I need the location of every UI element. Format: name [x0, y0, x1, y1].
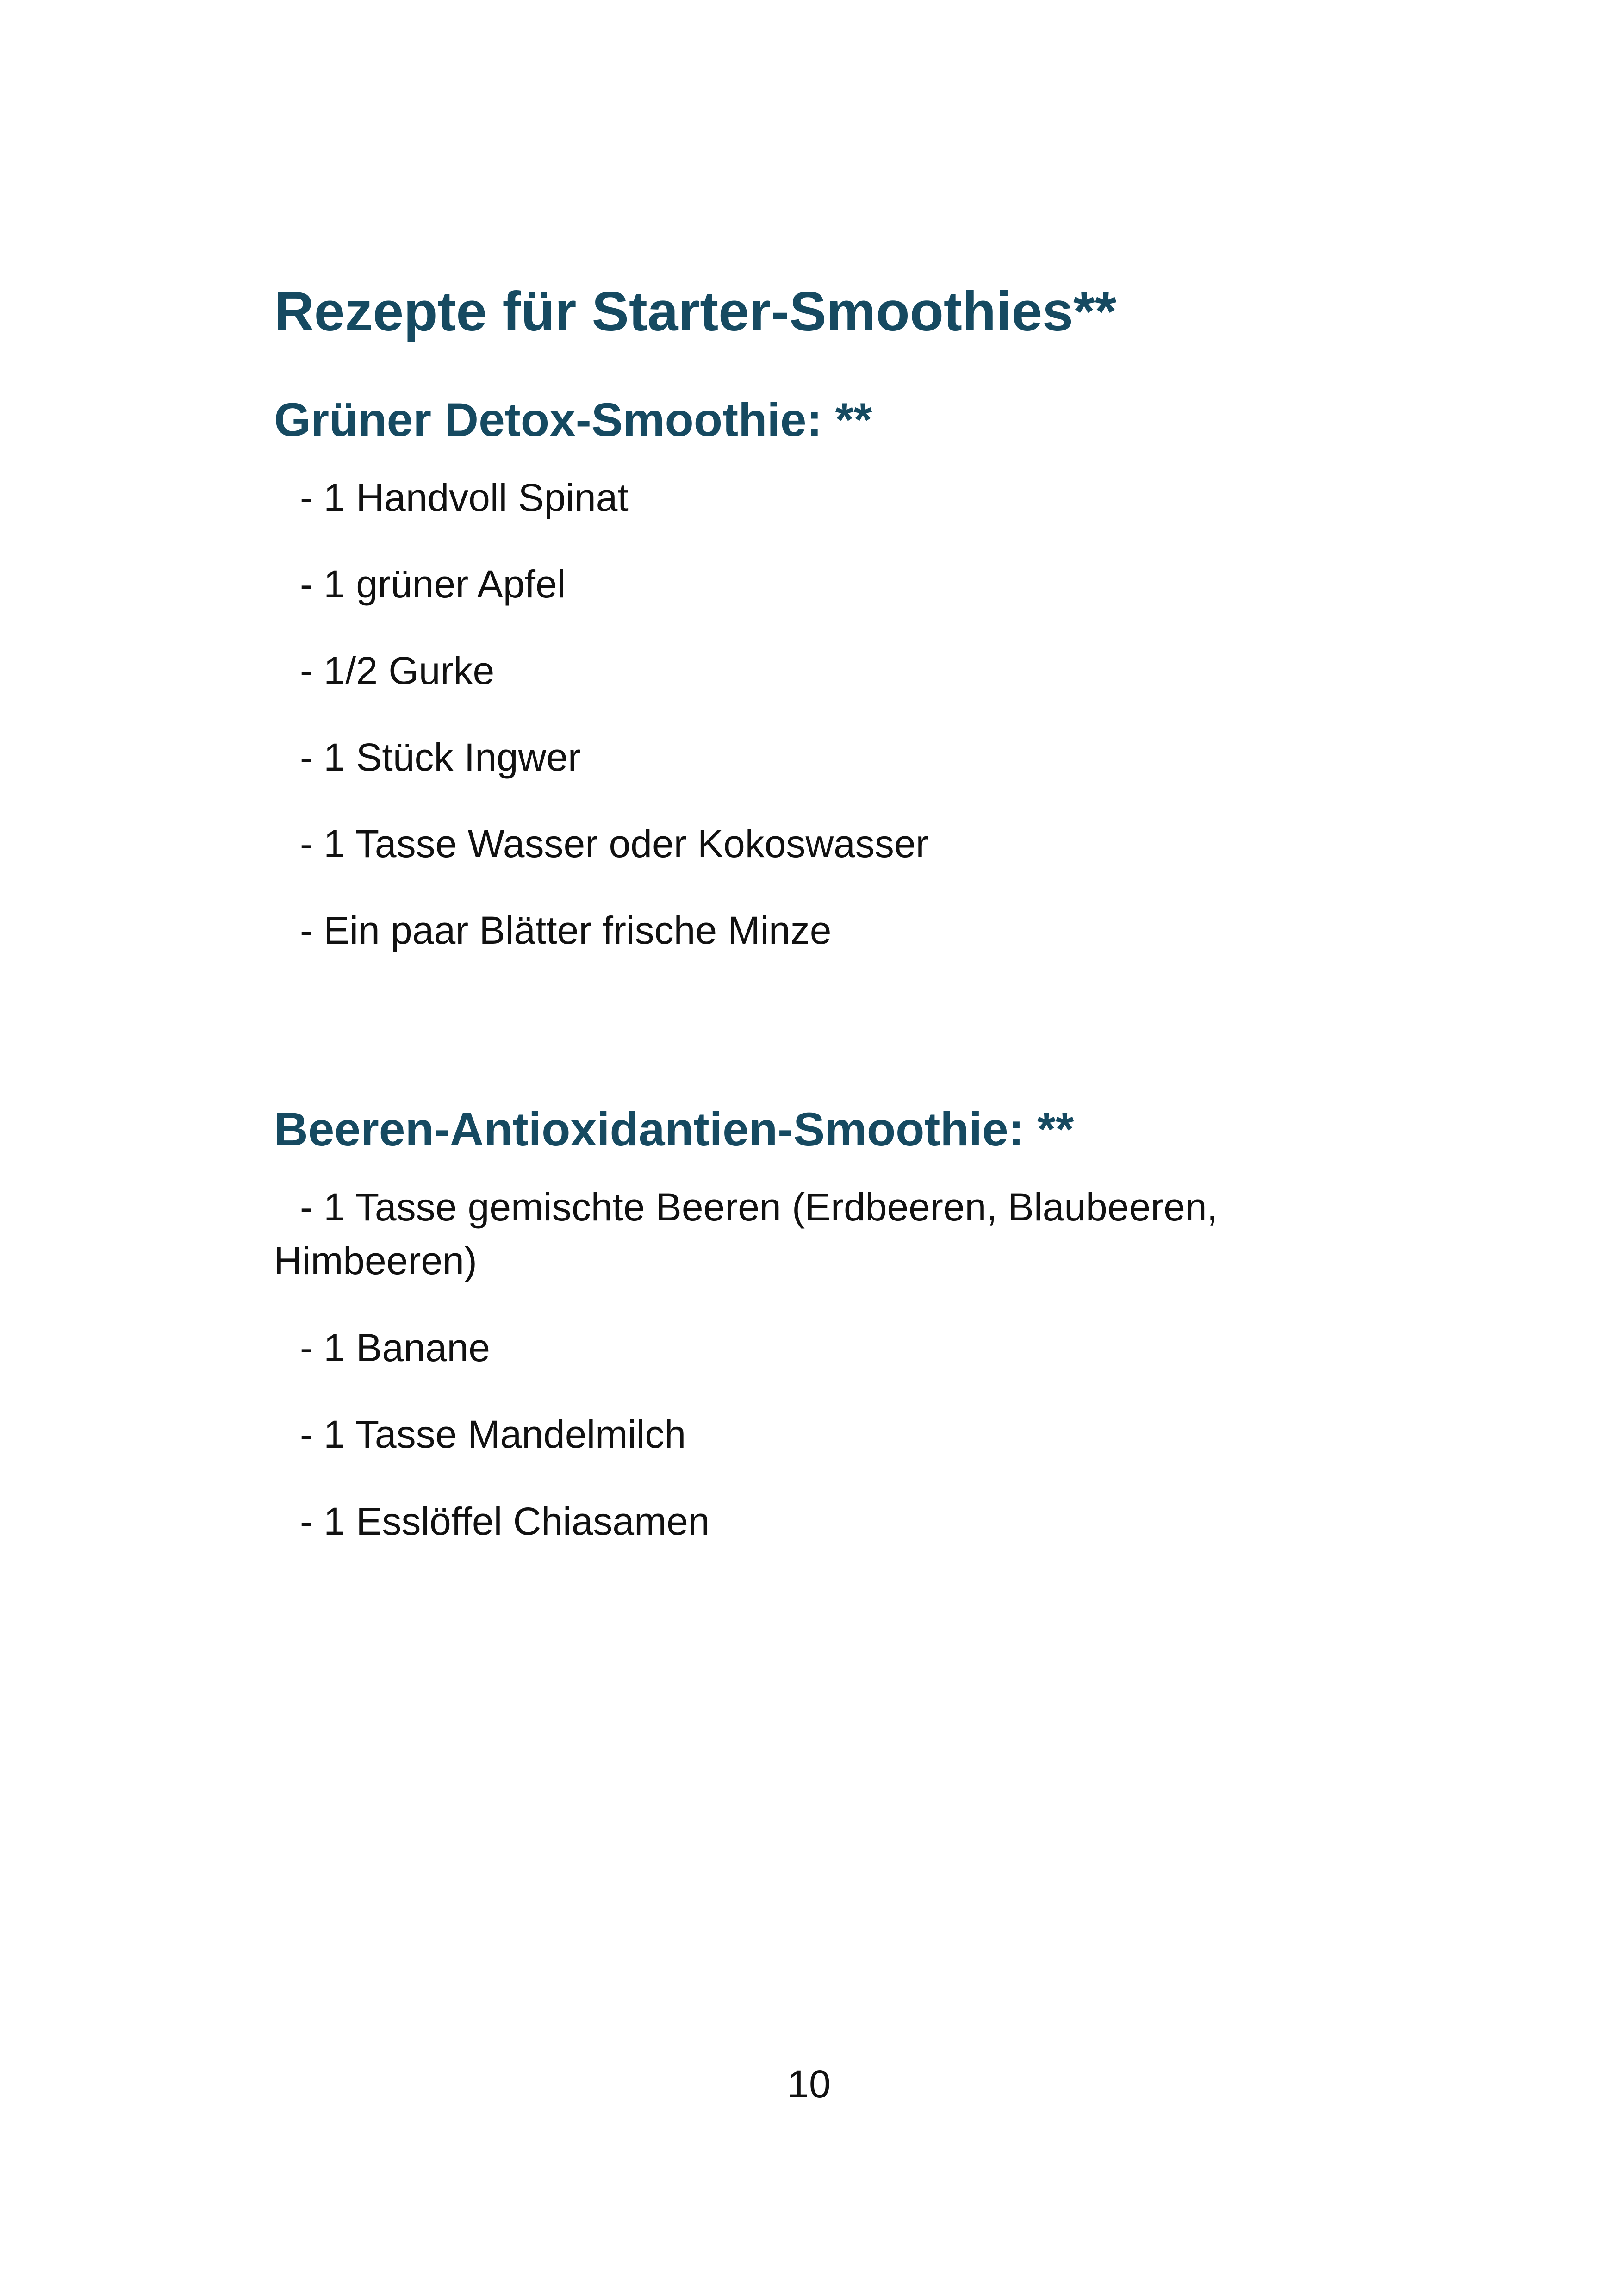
ingredient-item: - Ein paar Blätter frische Minze: [300, 908, 832, 952]
section-heading-green-detox: Grüner Detox-Smoothie: **: [274, 393, 872, 446]
page-number: 10: [787, 2062, 831, 2106]
ingredient-item: - 1 grüner Apfel: [300, 562, 566, 606]
ingredient-item: - 1 Tasse Mandelmilch: [300, 1412, 686, 1456]
ingredient-item: - 1/2 Gurke: [300, 649, 495, 692]
ingredient-item: - 1 Stück Ingwer: [300, 735, 581, 779]
ingredient-item: - 1 Banane: [300, 1326, 490, 1369]
section-heading-berry-antioxidant: Beeren-Antioxidantien-Smoothie: **: [274, 1103, 1074, 1156]
page-title: Rezepte für Starter-Smoothies**: [274, 280, 1117, 342]
ingredient-item: - 1 Esslöffel Chiasamen: [300, 1500, 710, 1543]
ingredient-item: - 1 Handvoll Spinat: [300, 476, 629, 519]
ingredient-item: - 1 Tasse gemischte Beeren (Erdbeeren, Blaubeeren,: [300, 1185, 1218, 1229]
ingredient-item: - 1 Tasse Wasser oder Kokoswasser: [300, 822, 929, 865]
ingredient-item-continuation: Himbeeren): [274, 1239, 477, 1282]
